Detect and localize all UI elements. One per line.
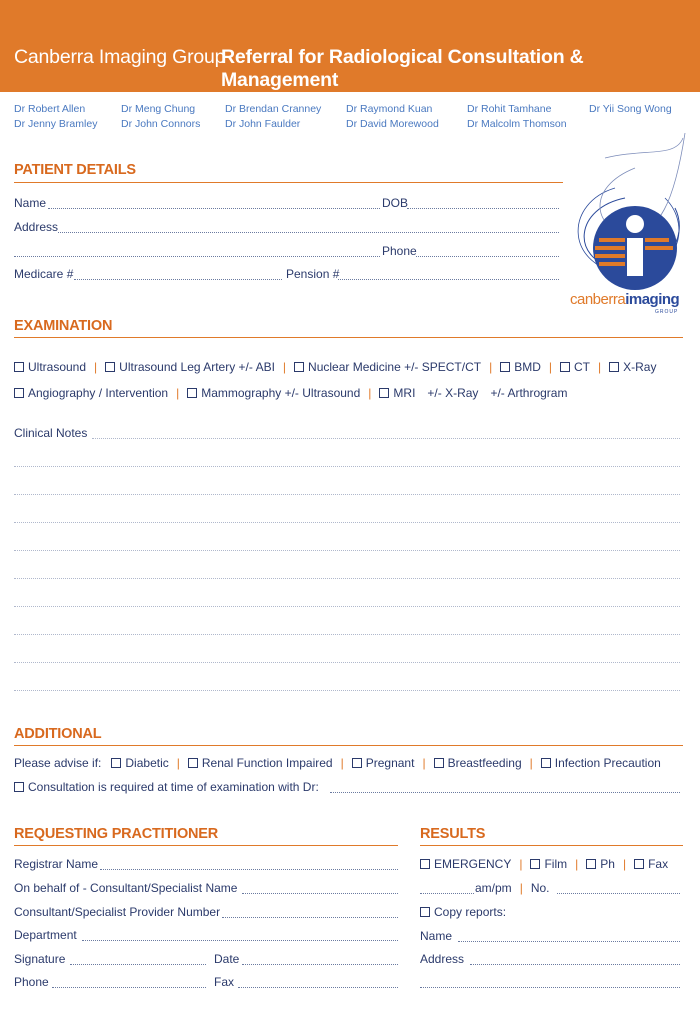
clinical-notes-line[interactable] xyxy=(14,550,680,551)
header-banner xyxy=(0,0,700,92)
provider-number-label: Consultant/Specialist Provider Number xyxy=(14,905,221,919)
copy-address-line-2[interactable] xyxy=(420,987,680,988)
advise-option-renal[interactable] xyxy=(188,756,333,770)
checkbox[interactable] xyxy=(379,388,389,398)
separator: | xyxy=(176,386,180,400)
checkbox[interactable] xyxy=(634,859,644,869)
option-label: Fax xyxy=(648,857,669,871)
checkbox[interactable] xyxy=(560,362,570,372)
copy-name-label: Name xyxy=(420,929,453,943)
doctor-column xyxy=(121,102,200,132)
option-label: CT xyxy=(574,360,591,374)
pension-field[interactable] xyxy=(338,279,559,280)
doctor-column xyxy=(225,102,321,132)
copy-address-label: Address xyxy=(420,952,465,966)
separator: | xyxy=(368,386,372,400)
doctor-name: Dr John Faulder xyxy=(225,118,301,130)
registrar-label: Registrar Name xyxy=(14,857,99,871)
patient-details-heading: PATIENT DETAILS xyxy=(14,162,136,178)
separator: | xyxy=(176,756,180,770)
separator: | xyxy=(340,756,344,770)
section-divider xyxy=(420,845,683,846)
results-option-fax[interactable] xyxy=(634,857,668,871)
copy-reports-row xyxy=(420,905,506,919)
section-divider xyxy=(14,845,398,846)
consultation-row xyxy=(14,780,319,794)
checkbox[interactable] xyxy=(434,758,444,768)
address-line-2-field[interactable] xyxy=(14,256,380,257)
advise-option-pregnant[interactable] xyxy=(352,756,415,770)
doctor-column xyxy=(589,102,672,117)
phone-field[interactable] xyxy=(52,987,206,988)
on-behalf-label: On behalf of - Consultant/Specialist Name xyxy=(14,881,238,895)
department-label: Department xyxy=(14,928,77,942)
ampm-label: am/pm xyxy=(475,881,512,895)
separator: | xyxy=(548,360,553,374)
logo-word-canberra: canberra xyxy=(570,291,626,308)
clinical-notes-line[interactable] xyxy=(14,690,680,691)
checkbox[interactable] xyxy=(14,388,24,398)
requesting-practitioner-heading: REQUESTING PRACTITIONER xyxy=(14,826,219,842)
option-label: Pregnant xyxy=(365,756,415,770)
name-field[interactable] xyxy=(48,208,380,209)
clinical-notes-line[interactable] xyxy=(14,578,680,579)
doctor-name: Dr Rohit Tamhane xyxy=(467,103,552,115)
exam-option-bmd[interactable] xyxy=(500,360,541,374)
separator: | xyxy=(575,857,579,871)
clinical-notes-line[interactable] xyxy=(14,466,680,467)
option-label: Nuclear Medicine +/- SPECT/CT xyxy=(308,360,482,374)
checkbox[interactable] xyxy=(294,362,304,372)
consultation-doctor-field[interactable] xyxy=(330,792,680,793)
canberra-imaging-logo xyxy=(565,128,690,318)
exam-options-row-2 xyxy=(14,386,567,400)
doctor-name: Dr Meng Chung xyxy=(121,103,196,115)
separator: | xyxy=(529,756,533,770)
checkbox[interactable] xyxy=(586,859,596,869)
medicare-field[interactable] xyxy=(74,279,282,280)
section-divider xyxy=(14,337,683,338)
dob-label: DOB xyxy=(382,196,409,210)
results-heading: RESULTS xyxy=(420,826,486,842)
option-label: MRI xyxy=(393,386,416,400)
exam-option-mri[interactable] xyxy=(379,386,415,400)
separator: | xyxy=(519,881,523,895)
phone-label: Phone xyxy=(14,975,49,989)
copy-address-field[interactable] xyxy=(470,964,680,965)
exam-option-mammography[interactable] xyxy=(187,386,360,400)
phone-field[interactable] xyxy=(416,256,559,257)
separator: | xyxy=(519,857,523,871)
form-title: Referral for Radiological Consultation & Management xyxy=(221,46,584,91)
copy-reports-option[interactable] xyxy=(420,905,506,919)
number-label: No. xyxy=(530,881,550,895)
option-label: Ph xyxy=(600,857,615,871)
option-label: Consultation is required at time of examination with Dr: xyxy=(28,780,319,794)
department-field[interactable] xyxy=(82,940,398,941)
checkbox[interactable] xyxy=(188,758,198,768)
section-divider xyxy=(14,745,683,746)
time-number-row xyxy=(475,881,550,895)
option-label: BMD xyxy=(514,360,541,374)
results-option-film[interactable] xyxy=(530,857,567,871)
address-field[interactable] xyxy=(58,232,559,233)
advise-option-infection[interactable] xyxy=(541,756,661,770)
checkbox[interactable] xyxy=(187,388,197,398)
option-label: Infection Precaution xyxy=(554,756,661,770)
option-label: Angiography / Intervention xyxy=(28,386,169,400)
exam-option-angiography[interactable] xyxy=(14,386,168,400)
results-options-row xyxy=(420,857,668,871)
doctor-name: Dr Malcolm Thomson xyxy=(467,118,567,130)
option-label: Breastfeeding xyxy=(447,756,522,770)
doctor-column xyxy=(467,102,567,132)
additional-heading: ADDITIONAL xyxy=(14,726,102,742)
copy-name-field[interactable] xyxy=(458,941,680,942)
clinical-notes-line[interactable] xyxy=(14,606,680,607)
logo-subtitle: GROUP xyxy=(655,309,679,315)
advise-row xyxy=(14,756,661,770)
fax-field[interactable] xyxy=(238,987,398,988)
logo-wordmark xyxy=(570,291,679,308)
on-behalf-field[interactable] xyxy=(242,893,398,894)
advise-option-breastfeeding[interactable] xyxy=(434,756,522,770)
phone-label: Phone xyxy=(382,244,417,258)
mri-arthrogram-addon: +/- Arthrogram xyxy=(490,386,568,400)
doctor-name: Dr John Connors xyxy=(121,118,201,130)
checkbox[interactable] xyxy=(105,362,115,372)
option-label: Mammography +/- Ultrasound xyxy=(201,386,361,400)
fax-label: Fax xyxy=(214,975,235,989)
separator: | xyxy=(622,857,627,871)
provider-number-field[interactable] xyxy=(222,917,398,918)
results-option-ph[interactable] xyxy=(586,857,615,871)
exam-option-nuclear-medicine[interactable] xyxy=(294,360,481,374)
registrar-field[interactable] xyxy=(100,869,398,870)
consultation-option[interactable] xyxy=(14,780,319,794)
date-label: Date xyxy=(214,952,240,966)
date-field[interactable] xyxy=(242,964,398,965)
doctor-column xyxy=(346,102,439,132)
checkbox[interactable] xyxy=(500,362,510,372)
results-option-emergency[interactable] xyxy=(420,857,511,871)
exam-options-row-1 xyxy=(14,360,656,374)
org-name: Canberra Imaging Group xyxy=(14,46,226,68)
advise-option-diabetic[interactable] xyxy=(111,756,168,770)
checkbox[interactable] xyxy=(420,859,430,869)
exam-option-ultrasound-leg-artery[interactable] xyxy=(105,360,275,374)
clinical-notes-line[interactable] xyxy=(14,662,680,663)
option-label: X-Ray xyxy=(623,360,657,374)
separator: | xyxy=(282,360,287,374)
checkbox[interactable] xyxy=(420,907,430,917)
checkbox[interactable] xyxy=(541,758,551,768)
doctor-name: Dr David Morewood xyxy=(346,118,439,130)
option-label: Renal Function Impaired xyxy=(201,756,333,770)
exam-option-ultrasound[interactable] xyxy=(14,360,86,374)
doctor-name: Dr Jenny Bramley xyxy=(14,118,98,130)
option-label: Ultrasound Leg Artery +/- ABI xyxy=(119,360,275,374)
checkbox[interactable] xyxy=(530,859,540,869)
advise-label: Please advise if: xyxy=(14,756,102,770)
option-label: EMERGENCY xyxy=(434,857,512,871)
address-label: Address xyxy=(14,220,59,234)
checkbox[interactable] xyxy=(14,782,24,792)
doctor-name: Dr Robert Allen xyxy=(14,103,86,115)
option-label: Diabetic xyxy=(125,756,169,770)
separator: | xyxy=(598,360,602,374)
mri-xray-addon: +/- X-Ray xyxy=(427,386,479,400)
name-label: Name xyxy=(14,196,47,210)
exam-option-xray[interactable] xyxy=(609,360,656,374)
clinical-notes-label: Clinical Notes xyxy=(14,426,88,440)
separator: | xyxy=(422,756,426,770)
doctor-column xyxy=(14,102,97,132)
separator: | xyxy=(489,360,493,374)
dob-field[interactable] xyxy=(407,208,559,209)
pension-label: Pension # xyxy=(286,267,340,281)
clinical-notes-line[interactable] xyxy=(14,634,680,635)
option-label: Film xyxy=(544,857,568,871)
logo-word-imaging: imaging xyxy=(625,291,680,308)
clinical-notes-line[interactable] xyxy=(92,438,680,439)
checkbox[interactable] xyxy=(111,758,121,768)
time-field[interactable] xyxy=(420,893,474,894)
medicare-label: Medicare # xyxy=(14,267,74,281)
signature-label: Signature xyxy=(14,952,66,966)
exam-option-ct[interactable] xyxy=(560,360,590,374)
clinical-notes-line[interactable] xyxy=(14,494,680,495)
separator: | xyxy=(94,360,98,374)
section-divider xyxy=(14,182,563,183)
checkbox[interactable] xyxy=(14,362,24,372)
option-label: Copy reports: xyxy=(434,905,507,919)
checkbox[interactable] xyxy=(352,758,362,768)
doctor-name: Dr Brendan Cranney xyxy=(225,103,322,115)
checkbox[interactable] xyxy=(609,362,619,372)
clinical-notes-line[interactable] xyxy=(14,522,680,523)
doctor-name: Dr Raymond Kuan xyxy=(346,103,433,115)
examination-heading: EXAMINATION xyxy=(14,318,113,334)
option-label: Ultrasound xyxy=(28,360,87,374)
signature-field[interactable] xyxy=(70,964,206,965)
number-field[interactable] xyxy=(557,893,680,894)
doctor-name: Dr Yii Song Wong xyxy=(589,103,672,115)
